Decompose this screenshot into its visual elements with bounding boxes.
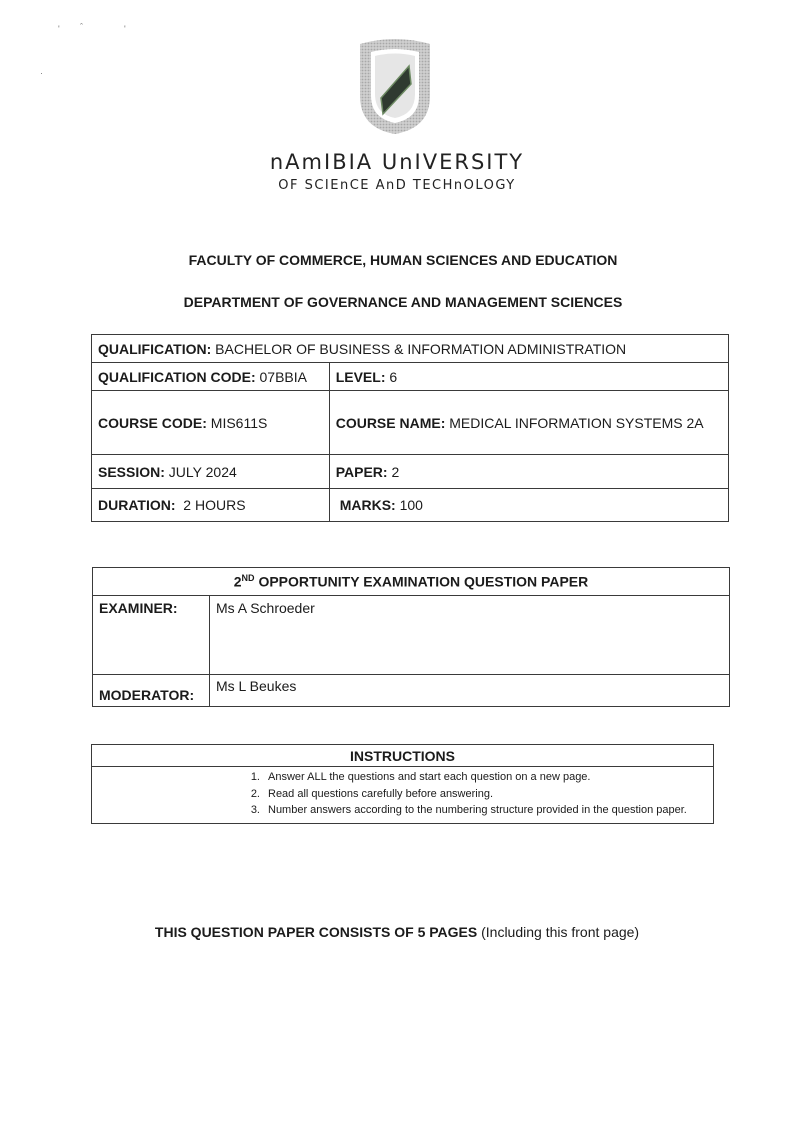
exam-title-superscript: ND — [241, 573, 255, 584]
faculty-heading: FACULTY OF COMMERCE, HUMAN SCIENCES AND EDUCATION — [188, 252, 618, 268]
paper-label: PAPER: — [335, 463, 388, 480]
exam-title-row — [93, 568, 730, 596]
qualification-label: QUALIFICATION: — [98, 340, 212, 357]
qualification-code-value: 07BBIA — [259, 368, 307, 385]
instruction-number: 1. — [250, 771, 260, 783]
marks-label: MARKS: — [339, 497, 396, 513]
moderator-label: MODERATOR: — [93, 675, 210, 707]
instructions-table — [91, 744, 714, 824]
qualification-code-cell — [92, 363, 330, 391]
qualification-value: BACHELOR OF BUSINESS & INFORMATION ADMINISTRATION — [215, 340, 627, 357]
course-name-label: COURSE NAME: — [335, 414, 446, 431]
scan-speck: ' — [58, 24, 60, 34]
examiner-row — [93, 596, 730, 675]
university-subtitle: OF SCIEnCE AnD TECHnOLOGY — [278, 178, 516, 193]
instruction-number: 2. — [250, 787, 260, 800]
exam-title-text: OPPORTUNITY EXAMINATION QUESTION PAPER — [258, 573, 589, 590]
qualification-row — [92, 335, 729, 363]
duration-label: DURATION: — [98, 497, 176, 513]
instruction-text: Answer ALL the questions and start each question on a new page. — [268, 771, 591, 783]
marks-value: 100 — [399, 497, 423, 513]
instructions-title: INSTRUCTIONS — [92, 745, 714, 767]
duration-value: 2 HOURS — [183, 497, 246, 513]
instructions-body-row — [92, 767, 714, 824]
scan-speck: · — [40, 68, 43, 78]
instructions-title-row — [92, 745, 714, 767]
duration-row — [92, 489, 729, 522]
session-label: SESSION: — [98, 463, 165, 480]
course-code-cell — [92, 391, 330, 455]
course-name-value: MEDICAL INFORMATION SYSTEMS 2A — [449, 414, 704, 431]
course-details-table — [91, 334, 729, 522]
paper-value: 2 — [391, 463, 400, 480]
department-heading: DEPARTMENT OF GOVERNANCE AND MANAGEMENT SCIENCES — [183, 294, 623, 310]
instructions-list — [92, 769, 705, 819]
instruction-item — [242, 802, 705, 819]
course-code-value: MIS611S — [210, 414, 268, 431]
instruction-number: 3. — [250, 804, 260, 816]
paper-cell — [329, 455, 728, 489]
scan-speck: ˆ — [80, 22, 83, 32]
session-value: JULY 2024 — [168, 463, 237, 480]
exam-title — [93, 568, 730, 596]
level-label: LEVEL: — [335, 368, 386, 385]
marks-cell — [329, 489, 728, 522]
instruction-text: Number answers according to the numbering structure provided in the question paper. — [268, 804, 687, 816]
university-name: nAmIBIA UnIVERSITY — [269, 150, 525, 174]
exam-title-number: 2 — [233, 573, 242, 590]
instruction-text: Read all questions carefully before answering. — [268, 787, 494, 800]
course-name-cell — [329, 391, 728, 455]
examiner-value: Ms A Schroeder — [209, 596, 729, 675]
course-code-label: COURSE CODE: — [98, 414, 207, 431]
session-cell — [92, 455, 330, 489]
session-row — [92, 455, 729, 489]
duration-cell — [92, 489, 330, 522]
scan-speck: ' — [124, 24, 126, 34]
instructions-body — [92, 767, 714, 824]
level-cell — [329, 363, 728, 391]
qualification-code-row — [92, 363, 729, 391]
qualification-code-label: QUALIFICATION CODE: — [98, 368, 256, 385]
moderator-value: Ms L Beukes — [209, 675, 729, 707]
examiner-label: EXAMINER: — [93, 596, 210, 675]
moderator-row — [93, 675, 730, 707]
page-count-note — [0, 924, 794, 940]
university-shield-logo — [355, 36, 435, 136]
instruction-item — [242, 769, 705, 786]
page-count-bold: THIS QUESTION PAPER CONSISTS OF 5 PAGES — [154, 924, 478, 940]
qualification-cell — [92, 335, 729, 363]
level-value: 6 — [389, 368, 398, 385]
instruction-item — [242, 786, 705, 803]
course-row — [92, 391, 729, 455]
exam-paper-table — [92, 567, 730, 707]
page-count-normal: (Including this front page) — [481, 924, 640, 940]
